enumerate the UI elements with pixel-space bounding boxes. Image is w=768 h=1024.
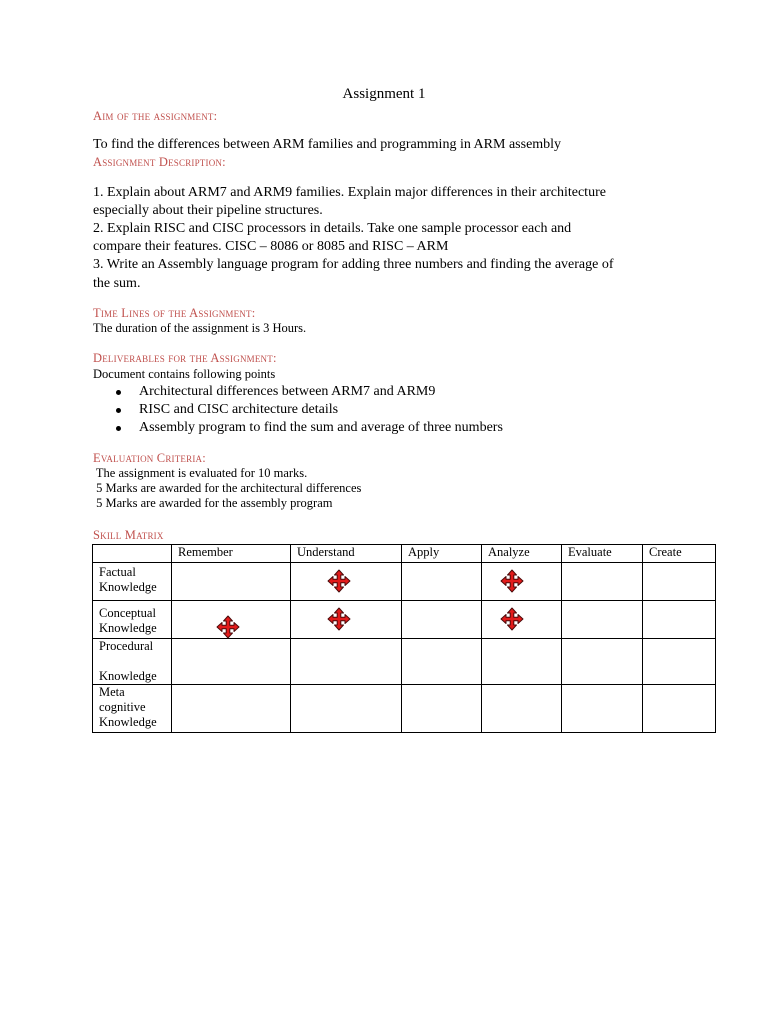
table-corner-cell	[93, 545, 172, 563]
matrix-cell	[402, 563, 482, 601]
matrix-cell	[643, 639, 716, 685]
matrix-cell	[172, 639, 291, 685]
row-label-line: Meta	[99, 685, 125, 699]
description-text	[93, 184, 693, 293]
matrix-cell	[402, 685, 482, 733]
row-label-line: Knowledge	[99, 715, 157, 729]
column-header: Understand	[291, 545, 402, 563]
list-item: Architectural differences between ARM7 and ARM9	[116, 383, 503, 401]
matrix-cell	[172, 601, 291, 639]
row-label-line: Knowledge	[99, 669, 157, 683]
four-way-arrow-icon	[216, 615, 240, 639]
four-way-arrow-icon	[327, 607, 351, 631]
description-line: especially about their pipeline structures.	[93, 203, 323, 218]
document-title: Assignment 1	[342, 86, 426, 102]
matrix-cell	[482, 639, 562, 685]
matrix-cell	[562, 601, 643, 639]
matrix-cell	[482, 685, 562, 733]
column-header: Remember	[172, 545, 291, 563]
matrix-cell	[482, 563, 562, 601]
matrix-cell	[562, 685, 643, 733]
row-label-line: Conceptual	[99, 606, 156, 620]
row-label	[93, 639, 172, 685]
evaluation-text	[93, 466, 361, 511]
row-label	[93, 685, 172, 733]
four-way-arrow-icon	[500, 569, 524, 593]
list-item: Assembly program to find the sum and average of three numbers	[116, 419, 503, 437]
aim-heading: Aim of the assignment:	[93, 109, 218, 123]
evaluation-line: 5 Marks are awarded for the assembly program	[93, 496, 333, 510]
row-label-line: Procedural	[99, 639, 154, 653]
skill-matrix-heading: Skill Matrix	[93, 528, 164, 542]
description-line: compare their features. CISC – 8086 or 8085 and RISC – ARM	[93, 239, 449, 254]
deliverables-list	[116, 383, 503, 437]
aim-text: To find the differences between ARM families and programming in ARM assembly	[93, 137, 562, 152]
table-row	[93, 685, 716, 733]
matrix-cell	[562, 639, 643, 685]
matrix-cell	[482, 601, 562, 639]
column-header: Evaluate	[562, 545, 643, 563]
row-label-line	[99, 654, 171, 669]
four-way-arrow-icon	[327, 569, 351, 593]
table-row	[93, 601, 716, 639]
list-item: RISC and CISC architecture details	[116, 401, 503, 419]
description-line: 3. Write an Assembly language program for adding three numbers and finding the average of	[93, 257, 614, 272]
column-header: Analyze	[482, 545, 562, 563]
table-row	[93, 639, 716, 685]
deliverables-intro: Document contains following points	[93, 367, 276, 381]
row-label	[93, 563, 172, 601]
description-heading: Assignment Description:	[93, 155, 226, 169]
deliverables-heading: Deliverables for the Assignment:	[93, 351, 277, 365]
matrix-cell	[643, 563, 716, 601]
matrix-cell	[291, 685, 402, 733]
evaluation-line: The assignment is evaluated for 10 marks.	[93, 466, 308, 480]
matrix-cell	[291, 563, 402, 601]
row-label	[93, 601, 172, 639]
row-label-line: cognitive	[99, 700, 146, 714]
evaluation-line: 5 Marks are awarded for the architectural differences	[93, 481, 362, 495]
timelines-heading: Time Lines of the Assignment:	[93, 306, 256, 320]
evaluation-heading: Evaluation Criteria:	[93, 451, 206, 465]
row-label-line: Knowledge	[99, 621, 157, 635]
matrix-cell	[643, 685, 716, 733]
table-header-row	[93, 545, 716, 563]
matrix-cell	[172, 563, 291, 601]
table-row	[93, 563, 716, 601]
description-line: the sum.	[93, 276, 141, 291]
matrix-cell	[291, 639, 402, 685]
column-header: Create	[643, 545, 716, 563]
row-label-line: Factual	[99, 565, 136, 579]
timelines-text: The duration of the assignment is 3 Hours.	[93, 321, 307, 335]
four-way-arrow-icon	[500, 607, 524, 631]
matrix-cell	[291, 601, 402, 639]
column-header: Apply	[402, 545, 482, 563]
description-line: 2. Explain RISC and CISC processors in details. Take one sample processor each and	[93, 221, 572, 236]
skill-matrix-table	[92, 544, 716, 733]
matrix-cell	[172, 685, 291, 733]
matrix-cell	[562, 563, 643, 601]
matrix-cell	[402, 601, 482, 639]
row-label-line: Knowledge	[99, 580, 157, 594]
description-line: 1. Explain about ARM7 and ARM9 families. Explain major differences in their architecture	[93, 185, 606, 200]
matrix-cell	[643, 601, 716, 639]
matrix-cell	[402, 639, 482, 685]
